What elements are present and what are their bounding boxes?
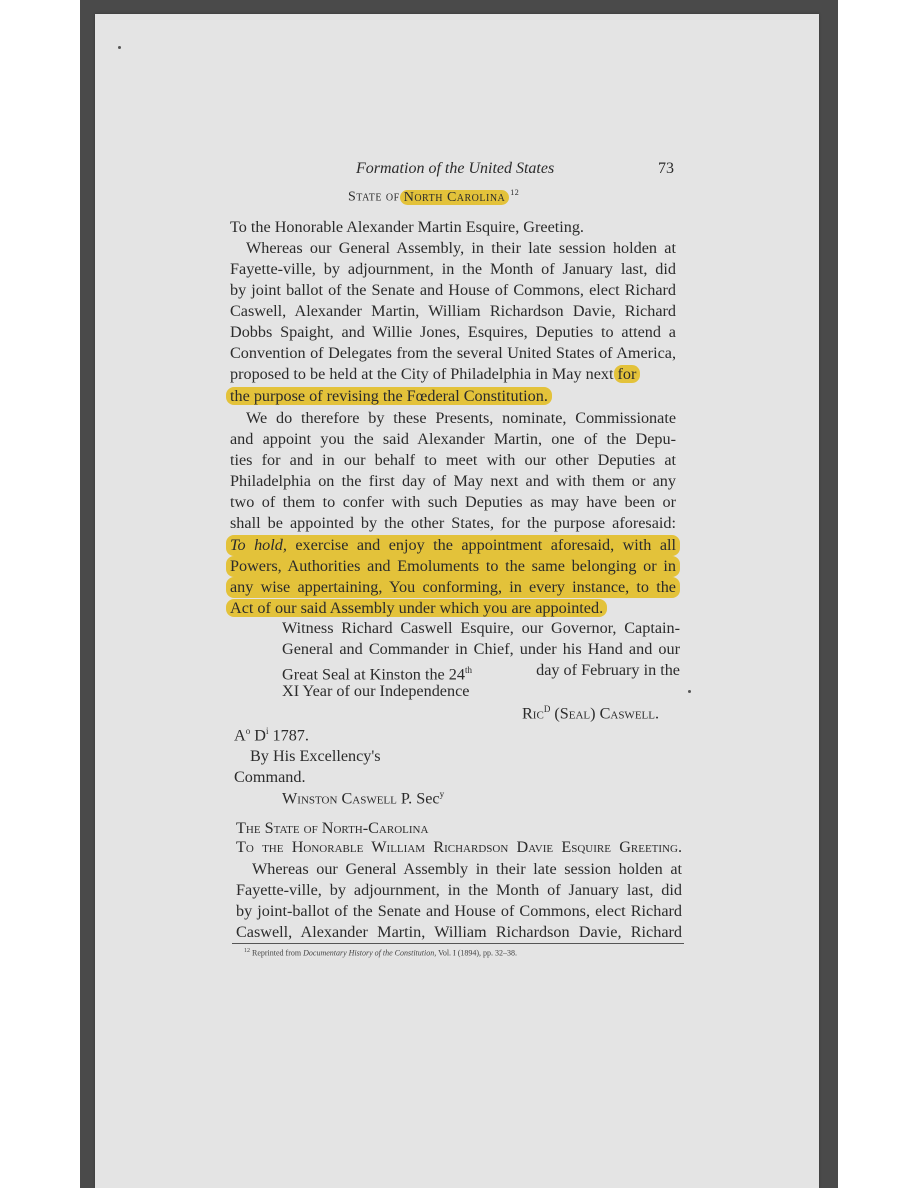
text-line: Great Seal at Kinston the 24th day of February in the	[282, 661, 680, 684]
text-line	[230, 386, 548, 407]
paragraph-2	[230, 408, 676, 618]
text-line: Philadelphia on the first day of May next and with them or any	[230, 472, 676, 490]
text-line: Fayette-ville, by adjournment, in the Month of January last, did	[236, 881, 682, 899]
highlighted-state-name: North Carolina	[400, 190, 510, 205]
text-line: Whereas our General Assembly, in their late session holden at	[246, 239, 676, 257]
highlighted-line: To hold, exercise and enjoy the appointment aforesaid, with all	[230, 535, 676, 556]
paragraph-1	[230, 238, 676, 408]
text-line: General and Commander in Chief, under his Hand and our	[282, 640, 680, 658]
text-line: Caswell, Alexander Martin, William Richardson Davie, Richard	[230, 302, 676, 320]
text-line: Witness Richard Caswell Esquire, our Governor, Captain-	[282, 619, 680, 637]
highlighted-text: for	[614, 365, 641, 383]
section-heading: State of North Carolina $^{12}$	[348, 188, 520, 205]
text-line: by joint-ballot of the Senate and House of Commons, elect Richard	[236, 902, 682, 920]
footnote-rule	[232, 943, 684, 944]
text-line: Convention of Delegates from the several United States of America,	[230, 344, 676, 362]
text-line: Whereas our General Assembly in their late session holden at	[252, 860, 682, 878]
running-title: Formation of the United States	[356, 160, 555, 177]
text-line: and appoint you the said Alexander Martin, one of the Depu-	[230, 430, 676, 448]
salutation: To the Honorable Alexander Martin Esquire, Greeting.	[230, 218, 584, 236]
highlighted-line: any wise appertaining, You conforming, in every instance, to the	[230, 577, 676, 598]
page-number: 73	[658, 160, 674, 177]
secretary-line: Winston Caswell P. Sec$^y$	[282, 789, 445, 808]
command-line: By His Excellency's	[250, 747, 381, 765]
command-line: Command.	[234, 768, 306, 786]
footnote-ref: 12	[510, 188, 520, 197]
text-line: proposed to be held at the City of Philadelphia in May next for	[230, 364, 676, 385]
speck	[118, 46, 121, 49]
witness-block	[282, 618, 680, 708]
text-line: Caswell, Alexander Martin, William Richardson Davie, Richard	[236, 923, 682, 941]
text-line: two of them to confer with such Deputies as may have been or	[230, 493, 676, 511]
section-2-paragraph	[236, 859, 682, 949]
section-2-heading: The State of North-Carolina	[236, 819, 429, 837]
highlighted-line: Act of our said Assembly under which you are appointed.	[230, 598, 603, 619]
speck	[688, 690, 691, 693]
text-line: XI Year of our Independence	[282, 682, 470, 700]
text-line: Dobbs Spaight, and Willie Jones, Esquires, Deputies to attend a	[230, 323, 676, 341]
footnote: $^{12}$ Reprinted from Documentary History of the Constitution, Vol. I (1894), pp. 32–38.	[244, 948, 518, 958]
text-line: Fayette-ville, by adjournment, in the Month of January last, did	[230, 260, 676, 278]
text-line: ties for and in our behalf to meet with our other Deputies at	[230, 451, 676, 469]
section-2-salutation: To the Honorable William Richardson Davie Esquire Greeting.	[236, 838, 682, 856]
text-line: by joint ballot of the Senate and House of Commons, elect Richard	[230, 281, 676, 299]
text-line: shall be appointed by the other States, for the purpose aforesaid:	[230, 514, 676, 532]
date-line: $A^o$ $D^i$ 1787.	[234, 726, 309, 745]
highlighted-line: Powers, Authorities and Emoluments to the same belonging or in	[230, 556, 676, 577]
text-line: We do therefore by these Presents, nominate, Commissionate	[246, 409, 676, 427]
highlighted-text: the purpose of revising the Fœderal Constitution.	[226, 387, 552, 405]
signature: Ric$^D$ (Seal) Caswell.	[522, 704, 660, 723]
